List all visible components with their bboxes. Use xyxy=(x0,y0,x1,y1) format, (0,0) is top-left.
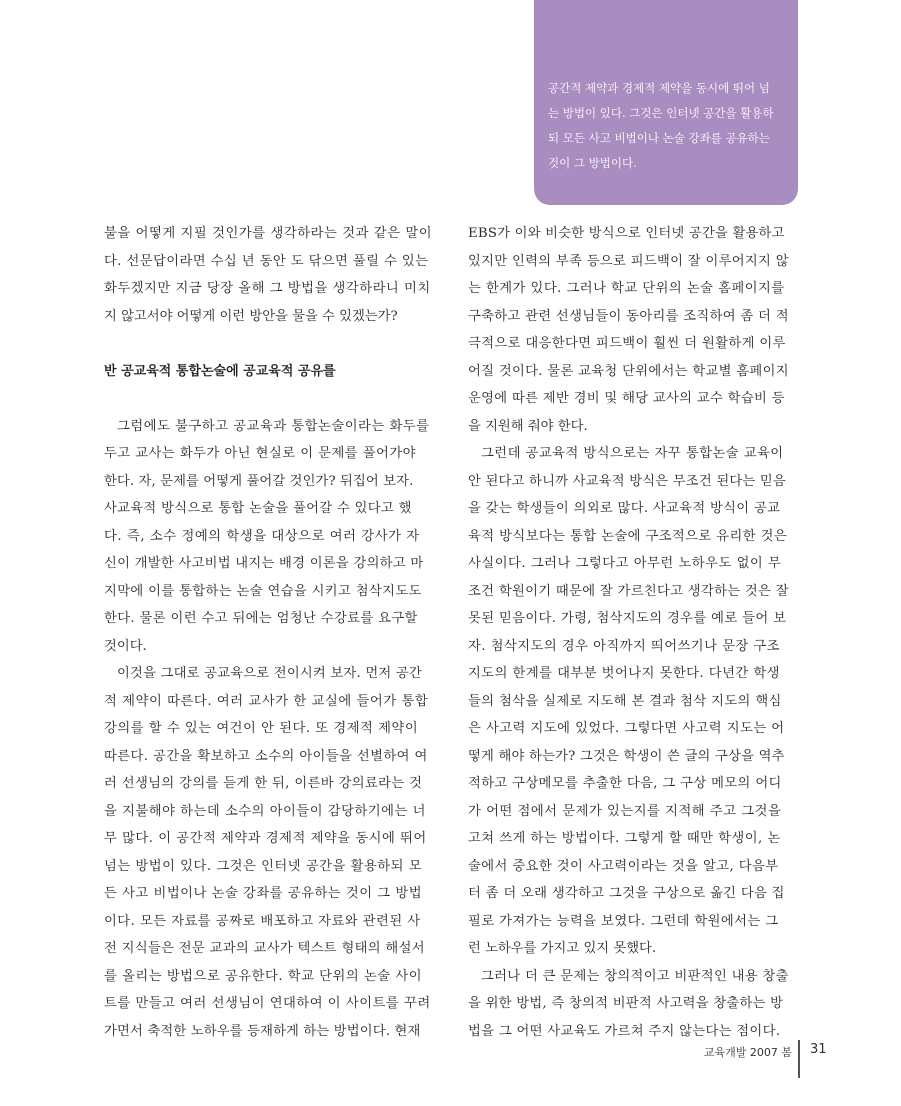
body-line: 을 위한 방법, 즉 창의적 비판적 사고력을 창출하는 방 xyxy=(468,996,784,1011)
body-line: 다. 즉, 소수 정예의 학생을 대상으로 여러 강사가 자 xyxy=(104,528,420,544)
body-line: 적하고 구상메모를 추출한 다음, 그 구상 메모의 어디 xyxy=(468,776,782,791)
pull-quote-line: 되 모든 사고 비법이나 논술 강좌를 공유하는 xyxy=(548,131,770,145)
page-footer xyxy=(600,1040,890,1070)
body-line: 운영에 따른 제반 경비 및 해당 교사의 교수 학습비 등 xyxy=(468,391,785,406)
body-line: 술에서 중요한 것이 사고력이라는 것을 알고, 다음부 xyxy=(468,858,779,874)
body-line: 조건 학원이기 때문에 잘 가르친다고 생각하는 것은 잘 xyxy=(468,583,789,599)
body-line: 그럼에도 불구하고 공교육과 통합논술이라는 화두를 xyxy=(117,418,430,434)
publication-name: 교육개발 2007 봄 xyxy=(703,1046,792,1059)
body-line: 넘는 방법이 있다. 그것은 인터넷 공간을 활용하되 모 xyxy=(104,858,423,874)
body-line: 을 갖는 학생들이 의외로 많다. 사교육적 방식이 공교 xyxy=(468,501,781,516)
body-line: 지막에 이를 통합하는 논술 연습을 시키고 첨삭지도도 xyxy=(104,583,422,599)
body-line: 필로 가져가는 능력을 보였다. 그런데 학원에서는 그 xyxy=(468,913,779,929)
body-line: 은 사고력 지도에 있었다. 그렇다면 사고력 지도는 어 xyxy=(468,721,785,736)
left-column xyxy=(104,220,437,1045)
body-line: 지 않고서야 어떻게 이런 방안을 물을 수 있겠는가? xyxy=(104,308,398,324)
page-number: 31 xyxy=(810,1042,827,1057)
section-subheading: 반 공교육적 통합논술에 공교육적 공유를 xyxy=(104,363,336,379)
body-line: 불을 어떻게 지필 것인가를 생각하라는 것과 같은 말이 xyxy=(104,226,433,241)
body-line: 사실이다. 그러나 그렇다고 아무런 노하우도 없이 무 xyxy=(468,556,782,571)
body-line: 육적 방식보다는 통합 논술에 구조적으로 유리한 것은 xyxy=(468,528,788,544)
body-line: 있지만 인력의 부족 등으로 피드백이 잘 이루어지지 않 xyxy=(468,253,789,269)
body-line: 이다. 모든 자료를 공짜로 배포하고 자료와 관련된 사 xyxy=(104,913,421,929)
body-line: 한다. 물론 이런 수고 뒤에는 엄청난 수강료를 요구할 xyxy=(104,611,418,626)
body-line: 을 지원해 줘야 한다. xyxy=(468,418,588,434)
body-line: 떻게 해야 하는가? 그것은 학생이 쓴 글의 구상을 역추 xyxy=(468,748,785,764)
body-line: 적 제약이 따른다. 여러 교사가 한 교실에 들어가 통합 xyxy=(104,693,429,709)
right-column xyxy=(468,220,801,1045)
body-line: 지도의 한계를 대부분 벗어나지 못한다. 다년간 학생 xyxy=(468,666,780,681)
body-line: 를 올리는 방법으로 공유한다. 학교 단위의 논술 사이 xyxy=(104,968,423,984)
body-line: 신이 개발한 사고비법 내지는 배경 이론을 강의하고 마 xyxy=(104,556,424,571)
body-line: 자. 첨삭지도의 경우 아직까지 띄어쓰기나 문장 구조 xyxy=(468,638,780,654)
body-line: 구축하고 관련 선생님들이 동아리를 조직하여 좀 더 적 xyxy=(468,308,789,324)
body-line: 러 선생님의 강의를 듣게 한 뒤, 이른바 강의료라는 것 xyxy=(104,776,423,791)
body-line: 전 지식들은 전문 교과의 교사가 텍스트 형태의 해설서 xyxy=(104,941,425,956)
body-line: 든 사고 비법이나 논술 강좌를 공유하는 것이 그 방법 xyxy=(104,886,423,901)
body-line: 못된 믿음이다. 가령, 첨삭지도의 경우를 예로 들어 보 xyxy=(468,611,787,626)
body-line: 법을 그 어떤 사교육도 가르쳐 주지 않는다는 점이다. xyxy=(468,1023,781,1039)
body-line: 따른다. 공간을 확보하고 소수의 아이들을 선별하여 여 xyxy=(104,748,428,764)
body-line: 다. 선문답이라면 수십 년 동안 도 닦으면 풀릴 수 있는 xyxy=(104,253,429,269)
body-line: 는 한계가 있다. 그러나 학교 단위의 논술 홈페이지를 xyxy=(468,281,785,296)
body-line: 트를 만들고 여러 선생님이 연대하여 이 사이트를 꾸려 xyxy=(104,996,431,1011)
footer-divider xyxy=(798,1040,800,1078)
pull-quote-line: 공간적 제약과 경제적 제약을 동시에 뛰어 넘 xyxy=(548,81,770,95)
body-line: 화두겠지만 지금 당장 올해 그 방법을 생각하라니 미치 xyxy=(104,281,431,296)
body-line: 무 많다. 이 공간적 제약과 경제적 제약을 동시에 뛰어 xyxy=(104,831,427,846)
body-line: 어질 것이다. 물론 교육청 단위에서는 학교별 홈페이지 xyxy=(468,363,789,379)
body-line: EBS가 이와 비슷한 방식으로 인터넷 공간을 활용하고 xyxy=(468,226,785,241)
body-line: 이것을 그대로 공교육으로 전이시켜 보자. 먼저 공간 xyxy=(117,666,422,681)
body-line: 한다. 자, 문제를 어떻게 풀어갈 것인가? 뒤집어 보자. xyxy=(104,473,414,489)
body-line: 안 된다고 하니까 사교육적 방식은 무조건 된다는 믿음 xyxy=(468,473,786,489)
pull-quote-line: 는 방법이 있다. 그것은 인터넷 공간을 활용하 xyxy=(548,106,774,120)
body-line: 그러나 더 큰 문제는 창의적이고 비판적인 내용 창출 xyxy=(481,968,789,984)
body-line: 고쳐 쓰게 하는 방법이다. 그렇게 할 때만 학생이, 논 xyxy=(468,831,781,846)
body-line: 그런데 공교육적 방식으로는 자꾸 통합논술 교육이 xyxy=(481,446,784,461)
body-line: 을 지불해야 하는데 소수의 아이들이 감당하기에는 너 xyxy=(104,803,426,819)
body-line: 런 노하우를 가지고 있지 못했다. xyxy=(468,941,657,956)
body-line: 들의 첨삭을 실제로 지도해 본 결과 첨삭 지도의 핵심 xyxy=(468,693,782,709)
body-line: 강의를 할 수 있는 여건이 안 된다. 또 경제적 제약이 xyxy=(104,721,419,736)
body-line: 극적으로 대응한다면 피드백이 훨씬 더 원활하게 이루 xyxy=(468,336,786,351)
pull-quote-box xyxy=(534,0,798,205)
body-line: 것이다. xyxy=(104,638,147,654)
body-line: 가 어떤 점에서 문제가 있는지를 지적해 주고 그것을 xyxy=(468,803,782,819)
body-line: 사교육적 방식으로 통합 논술을 풀어갈 수 있다고 했 xyxy=(104,501,412,516)
pull-quote-line: 것이 그 방법이다. xyxy=(548,156,637,170)
body-line: 터 좀 더 오래 생각하고 그것을 구상으로 옮긴 다음 집 xyxy=(468,886,785,901)
body-line: 두고 교사는 화두가 아닌 현실로 이 문제를 풀어가야 xyxy=(104,446,416,461)
body-line: 가면서 축적한 노하우를 등재하게 하는 방법이다. 현재 xyxy=(104,1023,421,1039)
